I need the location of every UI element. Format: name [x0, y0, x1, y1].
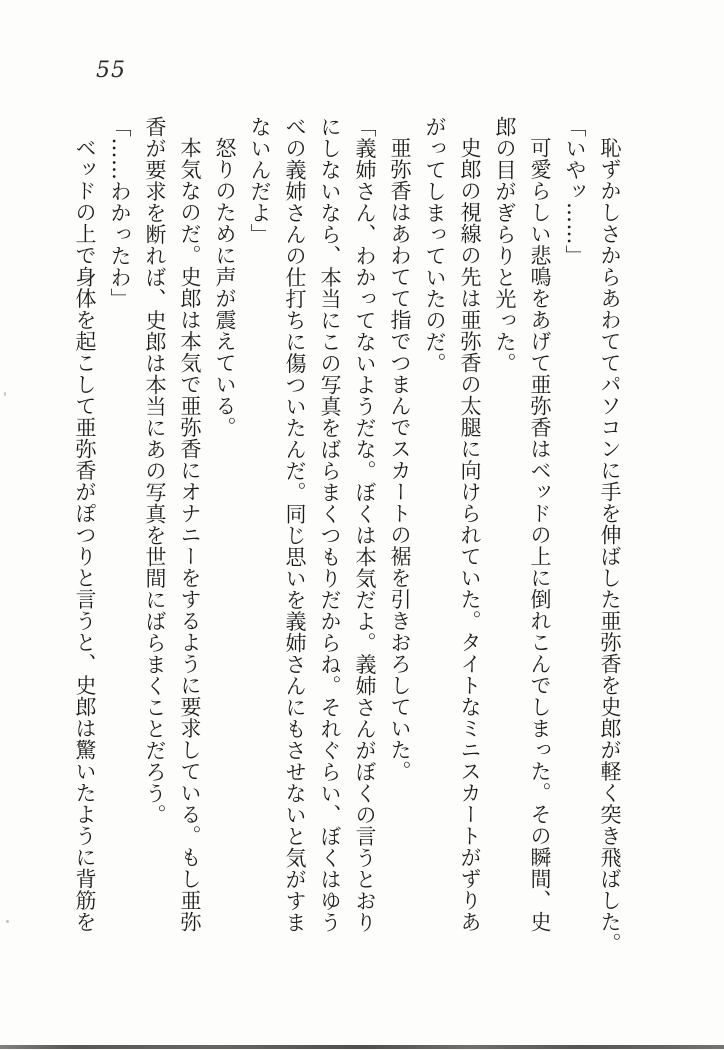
text-line: がってしまっていたのだ。	[423, 116, 447, 374]
text-line: ないんだよ」	[248, 116, 272, 245]
text-line: 史郎の視線の先は亜弥香の太腿に向けられていた。タイトなミニスカートがずりあ	[458, 137, 482, 933]
text-line: 可愛らしい悲鳴をあげて亜弥香はベッドの上に倒れこんでしまった。その瞬間、史	[528, 137, 552, 933]
text-line: 郎の目がぎらりと光った。	[493, 116, 517, 374]
text-line: 恥ずかしさからあわててパソコンに手を伸ばした亜弥香を史郎が軽く突き飛ばした。	[598, 137, 622, 954]
vertical-text-block	[67, 116, 627, 958]
page-bottom-edge-shadow	[0, 1045, 724, 1049]
text-line: にしないなら、本当にこの写真をばらまくつもりだからね。それぐらい、ぼくはゆう	[318, 116, 342, 933]
scan-speck	[4, 392, 6, 396]
text-line: 香が要求を断れば、史郎は本当にあの写真を世間にばらまくことだろう。	[143, 116, 167, 826]
text-line: 本気なのだ。史郎は本気で亜弥香にオナニーをするように要求している。もし亜弥	[178, 137, 202, 933]
text-line: べの義姉さんの仕打ちに傷ついたんだ。同じ思いを義姉さんにもさせないと気がすま	[283, 116, 307, 933]
text-line: 怒りのために声が震えている。	[213, 137, 237, 438]
scan-speck	[6, 920, 9, 923]
text-line: 「……わかったわ」	[108, 116, 132, 310]
text-line: 亜弥香はあわてて指でつまんでスカートの裾を引きおろしていた。	[388, 137, 412, 782]
text-line: ベッドの上で身体を起こして亜弥香がぽつりと言うと、史郎は驚いたように背筋を	[73, 137, 97, 933]
page-number: 55	[96, 58, 126, 83]
text-line: 「義姉さん、わかってないようだな。ぼくは本気だよ。義姉さんがぼくの言うとおり	[353, 116, 377, 933]
text-line: 「いやッ……」	[563, 116, 587, 267]
